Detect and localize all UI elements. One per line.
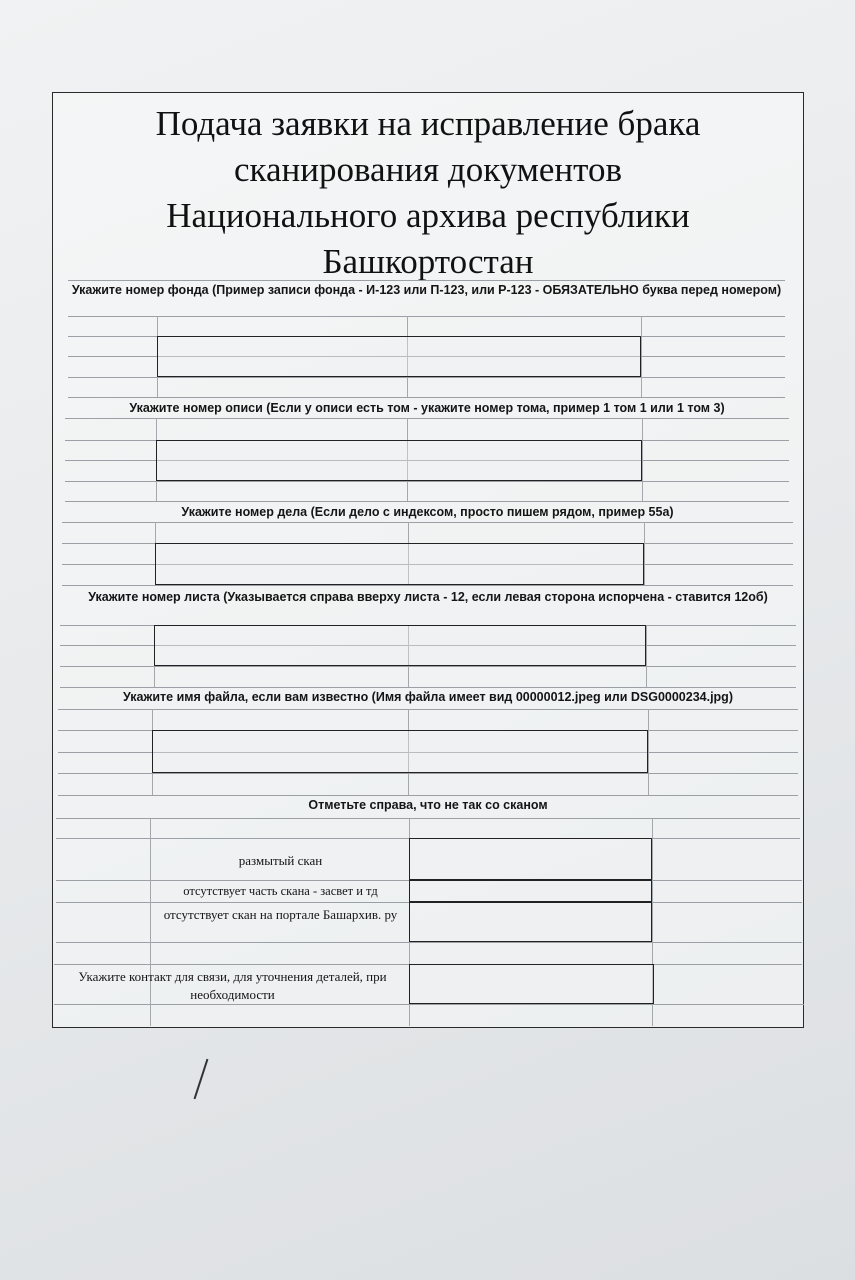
title-line: сканирования документов [233,150,623,189]
file-name-field[interactable] [152,730,648,773]
inventory-number-label: Укажите номер описи (Если у описи есть том - укажите номер тома, пример 1 том 1 или 1 том 3) [129,401,725,415]
defect-option-partial: отсутствует часть скана - засвет и тд [183,884,378,898]
case-number-field[interactable] [155,543,644,585]
case-number-label: Укажите номер дела (Если дело с индексом, просто пишем рядом, пример 55а) [181,505,674,519]
contact-label: Укажите контакт для связи, для уточнения деталей, при необходимости [78,969,387,1002]
sheet-number-field[interactable] [154,625,646,666]
defect-check-partial[interactable] [409,880,652,902]
defects-heading: Отметьте справа, что не так со сканом [308,798,548,812]
pen-mark [194,1059,209,1100]
sheet-number-label: Укажите номер листа (Указывается справа вверху листа - 12, если левая сторона испорчена - ставится 12об) [88,590,768,604]
defect-option-blurred: размытый скан [238,853,323,868]
title-line: Национального архива республики [166,196,690,235]
contact-field[interactable] [409,964,654,1004]
defect-option-missing: отсутствует скан на портале Башархив. ру [163,907,398,922]
form-title [53,101,803,285]
defect-check-missing[interactable] [409,902,652,942]
inventory-number-field[interactable] [156,440,642,481]
title-line: Подача заявки на исправление брака [155,104,701,143]
fund-number-field[interactable] [157,336,641,377]
fund-number-label: Укажите номер фонда (Пример записи фонда - И-123 или П-123, или Р-123 - ОБЯЗАТЕЛЬНО буква перед номером) [71,283,782,297]
file-name-label: Укажите имя файла, если вам известно (Имя файла имеет вид 00000012.jpeg или DSG0000234.jpg) [123,690,733,704]
title-line: Башкортостан [322,242,534,281]
defect-check-blurred[interactable] [409,838,652,880]
